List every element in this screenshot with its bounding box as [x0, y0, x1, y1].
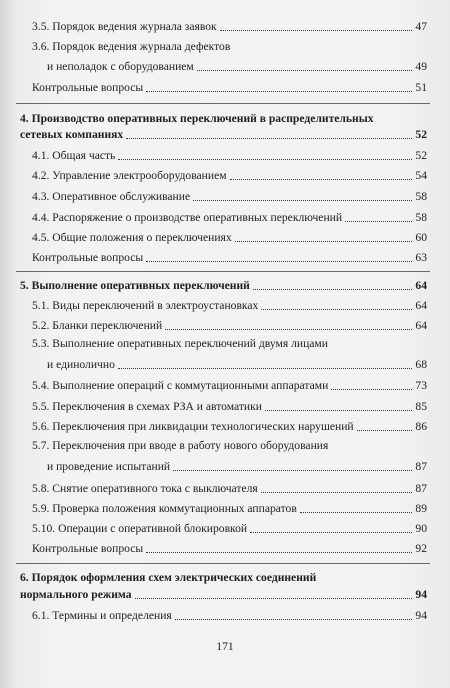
section-divider	[16, 103, 430, 104]
leader-dots	[253, 289, 413, 290]
toc-entry	[32, 230, 427, 245]
toc-entry-page: 64	[415, 319, 427, 332]
toc-entry-title: 5.6. Переключения при ликвидации технологических нарушений	[32, 420, 354, 433]
toc-entry-title: и неполадок с оборудованием	[47, 60, 194, 73]
toc-entry-title: 5.9. Проверка положения коммутационных аппаратов	[32, 502, 297, 515]
leader-dots	[261, 492, 413, 493]
leader-dots	[331, 389, 412, 390]
toc-entry-page: 58	[415, 190, 427, 203]
leader-dots	[165, 329, 412, 330]
leader-dots	[146, 91, 412, 92]
toc-entry	[32, 608, 427, 623]
toc-entry	[47, 59, 427, 74]
toc-entry-page: 94	[415, 609, 427, 622]
toc-entry	[32, 378, 427, 393]
leader-dots	[118, 368, 413, 369]
page-number: 171	[216, 640, 234, 653]
toc-entry	[32, 481, 427, 496]
toc-entry-page: 63	[415, 251, 427, 264]
toc-entry	[32, 541, 427, 556]
toc-entry-page: 87	[415, 482, 427, 495]
leader-dots	[345, 221, 412, 222]
toc-entry	[32, 521, 427, 536]
toc-entry-page: 68	[415, 358, 427, 371]
leader-dots	[265, 410, 412, 411]
toc-entry	[32, 80, 427, 95]
section-divider	[16, 563, 430, 564]
chapter-entry	[20, 278, 427, 293]
leader-dots	[261, 309, 412, 310]
chapter-entry	[20, 587, 427, 602]
toc-entry-title: 6.1. Термины и определения	[32, 609, 172, 622]
leader-dots	[357, 430, 413, 431]
toc-entry	[32, 419, 427, 434]
toc-entry-title: 5.8. Снятие оперативного тока с выключателя	[32, 482, 258, 495]
toc-entry-title: 5. Выполнение оперативных переключений	[20, 279, 250, 292]
toc-entry	[32, 318, 427, 333]
toc-entry-title: 4.3. Оперативное обслуживание	[32, 190, 191, 203]
leader-dots	[193, 200, 412, 201]
toc-entry	[32, 189, 427, 204]
toc-entry	[47, 459, 427, 474]
toc-entry-page: 64	[415, 279, 427, 292]
toc-entry	[32, 399, 427, 414]
toc-entry-title: Контрольные вопросы	[32, 81, 144, 94]
toc-entry	[32, 19, 427, 34]
leader-dots	[118, 159, 412, 160]
toc-entry-page: 94	[415, 588, 427, 601]
toc-entry	[32, 250, 427, 265]
toc-entry-title: 5.5. Переключения в схемах РЗА и автоматики	[32, 400, 262, 413]
toc-entry-page: 64	[415, 299, 427, 312]
leader-dots	[230, 179, 413, 180]
toc-entry	[32, 210, 427, 225]
toc-entry-title: 5.10. Операции с оперативной блокировкой	[32, 522, 248, 535]
toc-entry-page: 73	[415, 379, 427, 392]
toc-entry-page: 54	[415, 169, 427, 182]
toc-entry-page: 52	[415, 128, 427, 141]
toc-entry-title: нормального режима	[20, 588, 132, 601]
toc-entry	[32, 148, 427, 163]
toc-entry-title: 4.4. Распоряжение о производстве оперативных переключений	[32, 211, 343, 224]
toc-entry-title: и проведение испытаний	[47, 460, 171, 473]
leader-dots	[135, 598, 413, 599]
toc-entry-page: 51	[415, 81, 427, 94]
toc-entry-page: 92	[415, 542, 427, 555]
toc-entry	[32, 501, 427, 516]
toc-entry-title: 3.6. Порядок ведения журнала дефектов	[32, 40, 231, 53]
toc-entry-page: 58	[415, 211, 427, 224]
toc-entry-title: Контрольные вопросы	[32, 251, 144, 264]
toc-entry-title: 5.1. Виды переключений в электроустановках	[32, 299, 259, 312]
leader-dots	[175, 619, 413, 620]
toc-entry-title: 4.1. Общая часть	[32, 149, 116, 162]
leader-dots	[173, 470, 412, 471]
chapter-entry	[20, 127, 427, 142]
toc-entry	[47, 357, 427, 372]
toc-entry-title: 4.2. Управление электрооборудованием	[32, 169, 227, 182]
toc-entry-page: 47	[415, 20, 427, 33]
toc-entry-page: 90	[415, 522, 427, 535]
section-divider	[16, 271, 430, 272]
toc-entry-title: 5.3. Выполнение оперативных переключений двумя лицами	[32, 337, 328, 350]
toc-entry-page: 49	[415, 60, 427, 73]
toc-entry-page: 60	[415, 231, 427, 244]
chapter-title: 4. Производство оперативных переключений в распределительных	[20, 112, 374, 125]
leader-dots	[250, 532, 412, 533]
leader-dots	[300, 512, 413, 513]
toc-entry-title: 5.2. Бланки переключений	[32, 319, 163, 332]
toc-entry-page: 87	[415, 460, 427, 473]
leader-dots	[126, 138, 412, 139]
toc-entry-title: 4.5. Общие положения о переключениях	[32, 231, 232, 244]
toc-entry	[32, 168, 427, 183]
leader-dots	[220, 30, 413, 31]
toc-entry-title: 5.4. Выполнение операций с коммутационными аппаратами	[32, 379, 329, 392]
toc-entry-title: и единолично	[47, 358, 115, 371]
leader-dots	[146, 552, 412, 553]
toc-entry-title: сетевых компаниях	[20, 128, 124, 141]
toc-entry-title: 5.7. Переключения при вводе в работу нового оборудования	[32, 439, 329, 452]
toc-entry-page: 52	[415, 149, 427, 162]
toc-entry-title: 3.5. Порядок ведения журнала заявок	[32, 20, 217, 33]
leader-dots	[146, 261, 412, 262]
toc-entry-title: Контрольные вопросы	[32, 542, 144, 555]
toc-entry-page: 85	[415, 400, 427, 413]
leader-dots	[197, 70, 413, 71]
toc-entry	[32, 298, 427, 313]
chapter-title: 6. Порядок оформления схем электрических соединений	[20, 571, 317, 584]
toc-entry-page: 89	[415, 502, 427, 515]
toc-entry-page: 86	[415, 420, 427, 433]
leader-dots	[235, 241, 413, 242]
